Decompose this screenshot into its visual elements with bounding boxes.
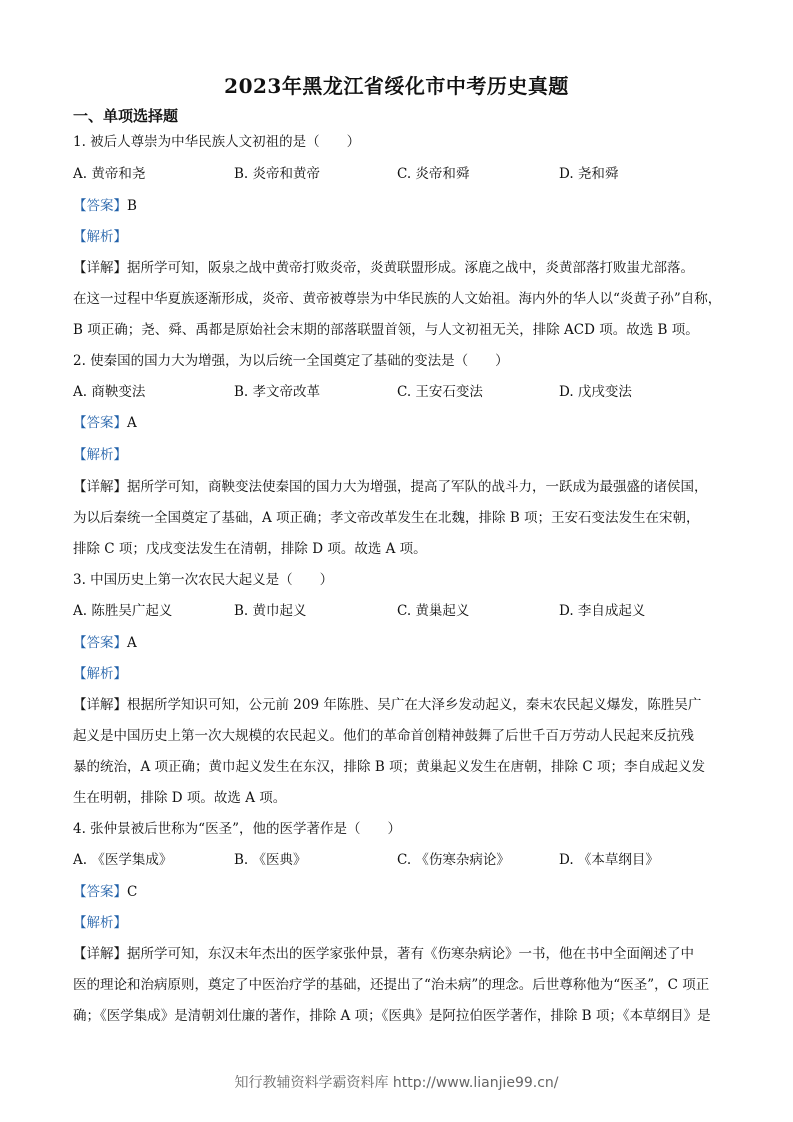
answer-line xyxy=(73,197,137,215)
option-d: D. 尧和舜 xyxy=(559,166,619,182)
detail-text: 根据所学知识可知，公元前 209 年陈胜、吴广在大泽乡发动起义，秦末农民起义爆发，陈胜吴广 xyxy=(127,697,702,713)
analysis-label: 【解析】 xyxy=(73,229,127,245)
detail-text: 暴的统治，A 项正确；黄巾起义发生在东汉，排除 B 项；黄巢起义发生在唐朝，排除 C 项；李自成起义发 xyxy=(73,759,705,775)
detail-label: 【详解】 xyxy=(73,260,127,276)
detail-text: 在这一过程中华夏族逐渐形成，炎帝、黄帝被尊崇为中华民族的人文始祖。海内外的华人以“炎黄子孙”自称， xyxy=(73,291,722,307)
answer-value: A xyxy=(127,415,137,431)
footer-watermark: 知行教辅资料学霸资料库 http://www.lianjie99.cn/ xyxy=(234,1075,559,1091)
option-c: C. 《伤寒杂病论》 xyxy=(397,852,510,868)
answer-label: 【答案】 xyxy=(73,198,127,214)
option-a: A. 《医学集成》 xyxy=(73,852,173,868)
answer-line xyxy=(73,414,137,432)
option-b: B. 炎帝和黄帝 xyxy=(234,166,321,182)
option-a: A. 黄帝和尧 xyxy=(73,166,146,182)
detail-label: 【详解】 xyxy=(73,946,127,962)
option-c: C. 王安石变法 xyxy=(397,384,483,400)
option-a: A. 商鞅变法 xyxy=(73,384,146,400)
option-b: B. 孝文帝改革 xyxy=(234,384,321,400)
question-stem: 4. 张仲景被后世称为“医圣”，他的医学著作是（ ） xyxy=(73,821,401,837)
analysis-label: 【解析】 xyxy=(73,447,127,463)
answer-label: 【答案】 xyxy=(73,884,127,900)
option-b: B. 黄巾起义 xyxy=(234,603,307,619)
detail-line xyxy=(73,945,694,963)
detail-text: B 项正确；尧、舜、禹都是原始社会末期的部落联盟首领，与人文初祖无关，排除 ACD 项。故选 B 项。 xyxy=(73,322,699,338)
answer-line xyxy=(73,634,137,652)
answer-value: C xyxy=(127,884,138,900)
detail-label: 【详解】 xyxy=(73,697,127,713)
detail-text: 医的理论和治病原则，奠定了中医治疗学的基础，还提出了“治未病”的理念。后世尊称他为“医圣”，C 项正 xyxy=(73,977,710,993)
option-d: D. 戊戌变法 xyxy=(559,384,632,400)
option-c: C. 炎帝和舜 xyxy=(397,166,470,182)
option-c: C. 黄巢起义 xyxy=(397,603,470,619)
question-stem: 2. 使秦国的国力大为增强，为以后统一全国奠定了基础的变法是（ ） xyxy=(73,353,509,369)
option-d: D. 《本草纲目》 xyxy=(559,852,659,868)
answer-value: B xyxy=(127,198,137,214)
detail-text: 据所学可知，东汉末年杰出的医学家张仲景，著有《伤寒杂病论》一书，他在书中全面阐述了中 xyxy=(127,946,694,962)
question-stem: 1. 被后人尊崇为中华民族人文初祖的是（ ） xyxy=(73,134,361,150)
answer-label: 【答案】 xyxy=(73,635,127,651)
detail-line xyxy=(73,696,701,714)
analysis-label: 【解析】 xyxy=(73,915,127,931)
section-heading: 一、单项选择题 xyxy=(73,107,179,125)
detail-text: 起义是中国历史上第一次大规模的农民起义。他们的革命首创精神鼓舞了后世千百万劳动人民起来反抗残 xyxy=(73,728,694,744)
analysis-label: 【解析】 xyxy=(73,666,127,682)
question-stem: 3. 中国历史上第一次农民大起义是（ ） xyxy=(73,572,334,588)
detail-text: 生在明朝，排除 D 项。故选 A 项。 xyxy=(73,790,287,806)
option-b: B. 《医典》 xyxy=(234,852,307,868)
detail-line xyxy=(73,259,694,277)
detail-text: 排除 C 项；戊戌变法发生在清朝，排除 D 项。故选 A 项。 xyxy=(73,541,427,557)
answer-line xyxy=(73,883,137,901)
detail-line xyxy=(73,478,708,496)
detail-label: 【详解】 xyxy=(73,479,127,495)
page-title: 2023年黑龙江省绥化市中考历史真题 xyxy=(224,74,569,98)
answer-value: A xyxy=(127,635,137,651)
detail-text: 确；《医学集成》是清朝刘仕廉的著作，排除 A 项；《医典》是阿拉伯医学著作，排除 B 项；《本草纲目》是 xyxy=(73,1008,711,1024)
option-a: A. 陈胜吴广起义 xyxy=(73,603,173,619)
detail-text: 据所学可知，商鞅变法使秦国的国力大为增强，提高了军队的战斗力，一跃成为最强盛的诸侯国， xyxy=(127,479,708,495)
option-d: D. 李自成起义 xyxy=(559,603,646,619)
detail-text: 为以后秦统一全国奠定了基础，A 项正确；孝文帝改革发生在北魏，排除 B 项；王安石变法发生在宋朝， xyxy=(73,510,700,526)
answer-label: 【答案】 xyxy=(73,415,127,431)
detail-text: 据所学可知，阪泉之战中黄帝打败炎帝，炎黄联盟形成。涿鹿之战中，炎黄部落打败蚩尤部落。 xyxy=(127,260,694,276)
